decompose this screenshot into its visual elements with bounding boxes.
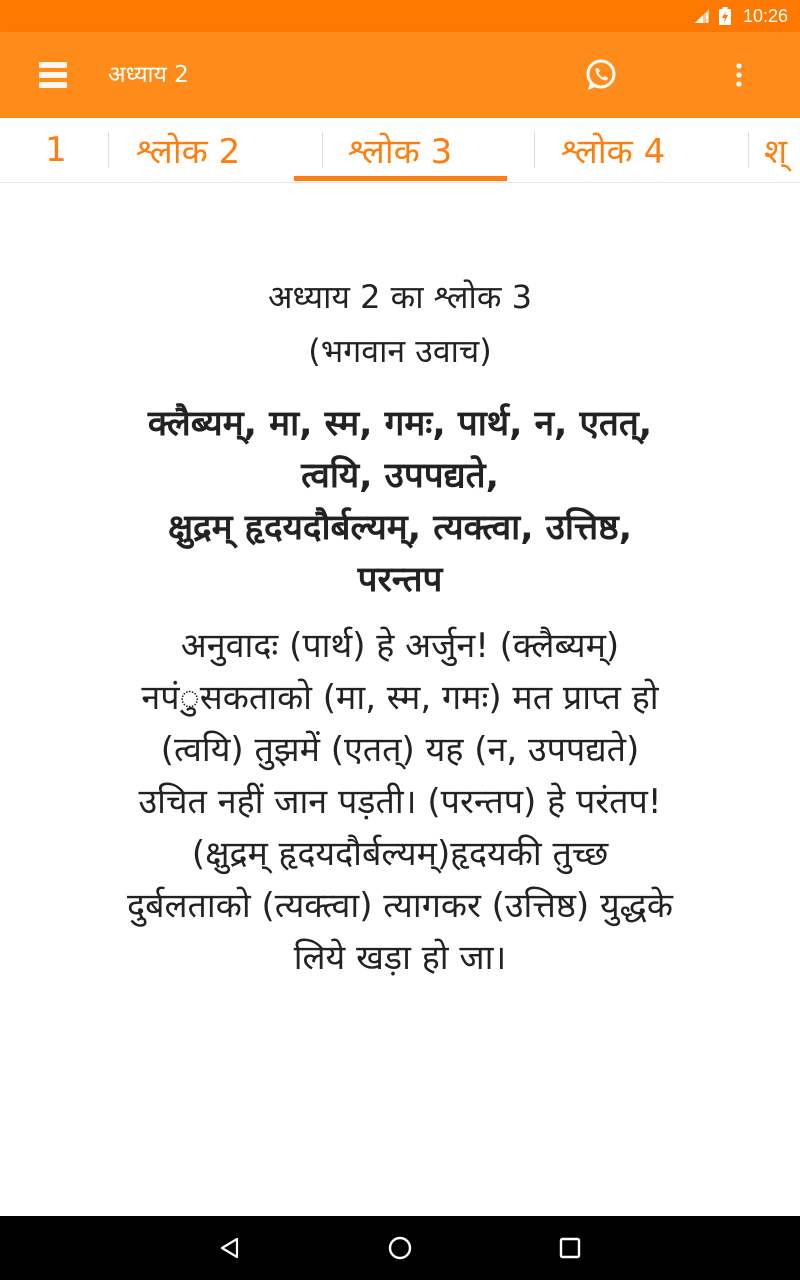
translation-line: उचित नहीं जान पड़ती। (परन्तप) हे परंतप! <box>138 782 662 822</box>
whatsapp-icon <box>584 58 618 92</box>
translation-line: अनुवादः (पार्थ) हे अर्जुन! (क्लैब्यम्) <box>180 626 620 666</box>
shloka-heading: अध्याय 2 का श्लोक 3 <box>268 278 532 316</box>
page-title: अध्याय 2 <box>108 62 189 88</box>
translation-line: दुर्बलताको (त्यक्त्वा) त्यागकर (उत्तिष्ठ) युद्धके <box>127 886 673 926</box>
translation-line: नपंुसकताको (मा, स्म, गमः) मत प्राप्त हो <box>141 678 659 718</box>
tab-shloka-3[interactable] <box>294 118 506 182</box>
shloka-tab-strip <box>0 118 800 183</box>
hindi-translation <box>40 620 760 984</box>
tab-divider <box>748 132 749 168</box>
selected-tab-indicator <box>294 176 507 181</box>
menu-button[interactable] <box>28 50 78 100</box>
back-button[interactable] <box>210 1228 250 1268</box>
menu-icon <box>39 62 67 88</box>
tab-shloka-4[interactable] <box>507 118 719 182</box>
more-vert-icon <box>735 63 743 87</box>
signal-icon <box>693 7 711 25</box>
verse-line: क्लैब्यम्, मा, स्म, गमः, पार्थ, न, एतत्, <box>147 404 653 444</box>
sanskrit-verse <box>40 398 760 606</box>
clock: 10:26 <box>742 5 788 26</box>
translation-line: लिये खड़ा हो जा। <box>293 938 507 978</box>
tab-label: श्लोक 3 <box>347 132 453 172</box>
tab-label: 1 <box>45 130 67 170</box>
battery-charging-icon <box>719 7 731 25</box>
tab-label: श् <box>764 132 788 172</box>
speaker-label: (भगवान उवाच) <box>308 332 492 370</box>
recents-button[interactable] <box>550 1228 590 1268</box>
system-navigation-bar <box>0 1216 800 1280</box>
home-button[interactable] <box>380 1228 420 1268</box>
verse-line: परन्तप <box>357 560 443 600</box>
translation-line: (क्षुद्रम् हृदयदौर्बल्यम्)हृदयकी तुच्छ <box>191 834 609 874</box>
shloka-content <box>40 270 760 984</box>
recents-icon <box>559 1237 581 1259</box>
status-bar <box>0 0 800 32</box>
back-icon <box>218 1236 242 1260</box>
home-icon <box>387 1235 413 1261</box>
whatsapp-share-button[interactable] <box>580 54 622 96</box>
tab-label: श्लोक 4 <box>560 132 666 172</box>
verse-line: त्वयि, उपपद्यते, <box>301 456 499 496</box>
tab-shloka-5[interactable] <box>764 118 800 182</box>
more-options-button[interactable] <box>718 54 760 96</box>
tab-label: श्लोक 2 <box>135 132 241 172</box>
tab-shloka-2[interactable] <box>82 118 294 182</box>
app-bar <box>0 32 800 118</box>
translation-line: (त्वयि) तुझमें (एतत्) यह (न, उपपद्यते) <box>160 730 640 770</box>
verse-line: क्षुद्रम् हृदयदौर्बल्यम्, त्यक्त्वा, उत्तिष्ठ, <box>167 508 633 548</box>
